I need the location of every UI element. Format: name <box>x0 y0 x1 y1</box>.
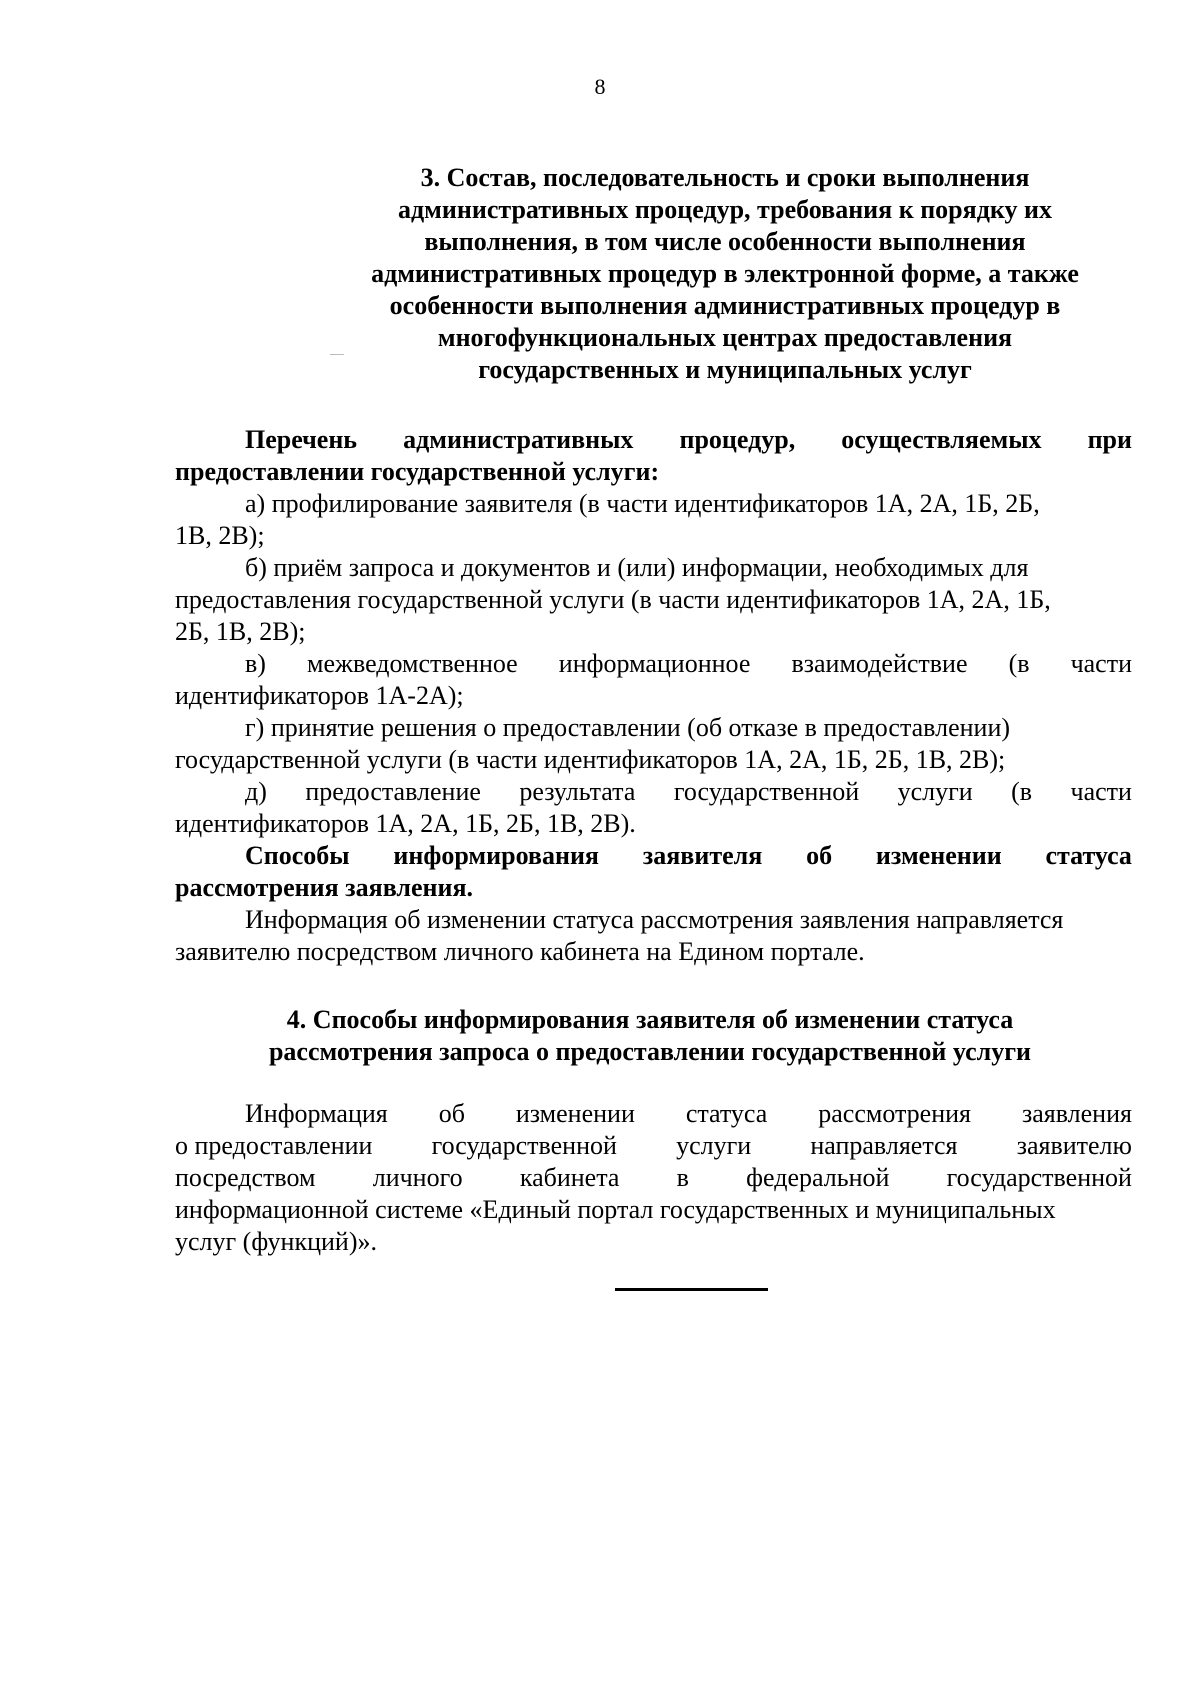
section-4-para-line: информационной системе «Единый портал государственных и муниципальных <box>175 1195 1056 1224</box>
list-item-a: а) профилирование заявителя (в части идентификаторов 1А, 2А, 1Б, 2Б, <box>245 489 1040 518</box>
word: в <box>676 1163 689 1192</box>
section-3-heading-line: административных процедур, требования к порядку их <box>398 195 1052 224</box>
section-3-heading-line: государственных и муниципальных услуг <box>478 355 972 384</box>
section-3-heading <box>330 162 1120 386</box>
word: предоставление <box>305 777 481 806</box>
list-item-b: б) приём запроса и документов и (или) информации, необходимых для <box>245 553 1029 582</box>
section-4-para-line <box>175 1162 1132 1194</box>
word: д) <box>245 777 267 806</box>
word: части <box>1070 777 1132 806</box>
section-3-heading-line: многофункциональных центрах предоставления <box>437 323 1013 352</box>
section-4-body <box>175 1098 1132 1258</box>
procedures-title-word: Перечень <box>245 425 358 454</box>
word: посредством <box>175 1163 316 1192</box>
word: государственной <box>673 777 860 806</box>
ways-title-line: рассмотрения заявления. <box>175 873 474 902</box>
word: статуса <box>685 1099 768 1128</box>
list-item-b-cont: 2Б, 1В, 2В); <box>175 617 306 646</box>
procedures-title-line: предоставлении государственной услуги: <box>175 457 660 486</box>
word: Способы <box>245 841 350 870</box>
ways-title-line <box>175 840 1132 872</box>
word: федеральной <box>746 1163 890 1192</box>
section-3-heading-line: административных процедур в электронной форме, а также <box>371 259 1079 288</box>
word: рассмотрения <box>818 1099 972 1128</box>
word: кабинета <box>519 1163 620 1192</box>
word: направляется <box>810 1131 958 1160</box>
word: в) <box>245 649 266 678</box>
word: об <box>438 1099 465 1128</box>
word: об <box>806 841 833 870</box>
procedures-title-line <box>175 424 1132 456</box>
word: изменении <box>875 841 1002 870</box>
section-4-para-line <box>175 1130 1132 1162</box>
end-rule-divider <box>615 1288 768 1291</box>
ways-text-line: заявителю посредством личного кабинета на Едином портале. <box>175 937 865 966</box>
section-4-para-line <box>175 1098 1132 1130</box>
list-item-a-cont: 1В, 2В); <box>175 521 265 550</box>
list-item-v-cont: идентификаторов 1А-2А); <box>175 681 464 710</box>
word: заявления <box>1021 1099 1132 1128</box>
word: результата <box>519 777 636 806</box>
ways-text-line: Информация об изменении статуса рассмотрения заявления направляется <box>245 905 1064 934</box>
procedures-title-word: осуществляемых <box>841 425 1042 454</box>
word: личного <box>372 1163 463 1192</box>
section-3-body <box>175 424 1132 968</box>
word: Информация <box>245 1099 388 1128</box>
word: государственной <box>946 1163 1132 1192</box>
word: услуги <box>897 777 973 806</box>
section-4-heading <box>170 1004 1130 1068</box>
word: взаимодействие <box>791 649 968 678</box>
word: информационное <box>558 649 751 678</box>
word: (в <box>1008 649 1030 678</box>
word: межведомственное <box>307 649 518 678</box>
section-4-para-line: услуг (функций)». <box>175 1227 377 1256</box>
word: изменении <box>515 1099 635 1128</box>
word: заявителя <box>642 841 763 870</box>
page-number: 8 <box>594 74 606 99</box>
section-3-heading-line: выполнения, в том числе особенности выполнения <box>424 227 1026 256</box>
procedures-title-word: административных <box>403 425 634 454</box>
word: информирования <box>393 841 599 870</box>
word: государственной <box>431 1131 617 1160</box>
procedures-title-word: процедур, <box>679 425 796 454</box>
section-4-heading-line: 4. Способы информирования заявителя об изменении статуса <box>286 1005 1014 1034</box>
list-item-v <box>175 648 1132 680</box>
word: о предоставлении <box>175 1131 373 1160</box>
section-3-heading-line: 3. Состав, последовательность и сроки выполнения <box>420 163 1030 192</box>
list-item-d <box>175 776 1132 808</box>
word: заявителю <box>1016 1131 1132 1160</box>
section-4-heading-line: рассмотрения запроса о предоставлении государственной услуги <box>268 1037 1032 1066</box>
list-item-g: г) принятие решения о предоставлении (об отказе в предоставлении) <box>245 713 1011 742</box>
list-item-b-cont: предоставления государственной услуги (в части идентификаторов 1А, 2А, 1Б, <box>175 585 1051 614</box>
list-item-g-cont: государственной услуги (в части идентификаторов 1А, 2А, 1Б, 2Б, 1В, 2В); <box>175 745 1006 774</box>
word: части <box>1070 649 1132 678</box>
section-3-heading-line: особенности выполнения административных процедур в <box>389 291 1061 320</box>
list-item-d-cont: идентификаторов 1А, 2А, 1Б, 2Б, 1В, 2В). <box>175 809 636 838</box>
word: услуги <box>676 1131 752 1160</box>
procedures-title-word: при <box>1087 425 1132 454</box>
word: (в <box>1011 777 1033 806</box>
word: статуса <box>1045 841 1132 870</box>
